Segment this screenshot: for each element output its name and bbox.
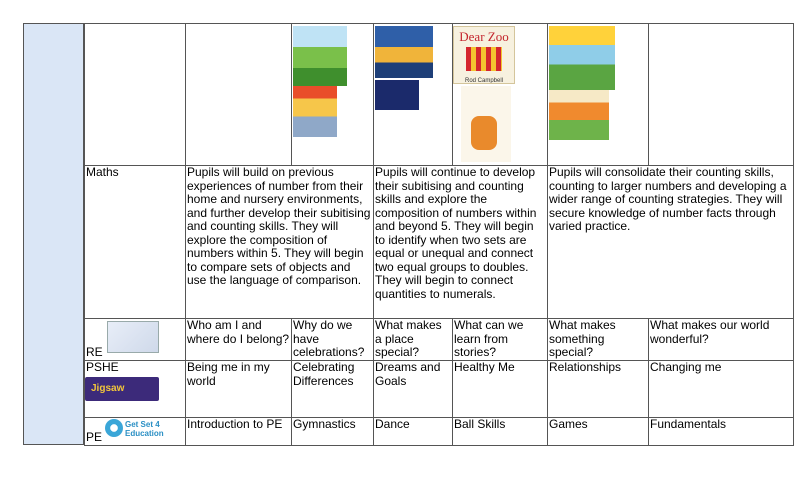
maths-term1-text: Pupils will build on previous experiences of number from their home and nursery environments, and further develop their subitising and counting skills. They will explore the composition of numbers within 5. They will begin to compare sets of objects and use the language of comparison. bbox=[186, 166, 374, 319]
pshe-label: PSHE bbox=[86, 360, 119, 374]
pshe-topic: Being me in my world bbox=[186, 361, 292, 418]
books-row bbox=[85, 24, 794, 166]
re-illustration-image bbox=[107, 321, 159, 353]
jigsaw-logo-text: Jigsaw bbox=[91, 383, 125, 394]
dear-zoo-crate-graphic bbox=[466, 47, 502, 71]
get-set-logo-icon bbox=[105, 419, 123, 437]
pe-topic: Introduction to PE bbox=[186, 418, 292, 446]
books-cell-term1 bbox=[292, 24, 374, 166]
pshe-topic: Changing me bbox=[649, 361, 794, 418]
books-label-cell bbox=[85, 24, 186, 166]
pshe-label-cell bbox=[85, 361, 186, 418]
re-topic: Who am I and where do I belong? bbox=[186, 319, 292, 361]
book-giant-jam-sandwich-image bbox=[549, 90, 609, 140]
maths-term2-text: Pupils will continue to develop their subitising and counting skills and explore the composition of numbers within and beyond 5. They will begin to identify when two sets are equal or unequal and connect two equal groups to doubles. They will begin to connect quantities to numerals. bbox=[374, 166, 548, 319]
pshe-row bbox=[85, 361, 794, 418]
pe-topic: Games bbox=[548, 418, 649, 446]
pe-label-cell bbox=[85, 418, 186, 446]
pe-topic: Gymnastics bbox=[292, 418, 374, 446]
pe-row bbox=[85, 418, 794, 446]
books-cell-term2a bbox=[374, 24, 453, 166]
books-cell-term2b bbox=[453, 24, 548, 166]
re-label: RE bbox=[86, 344, 103, 359]
book-dear-zoo-image bbox=[453, 26, 515, 84]
sidebar-column bbox=[23, 23, 84, 445]
dear-zoo-author: Rod Campbell bbox=[464, 78, 504, 84]
pe-label: PE bbox=[86, 429, 103, 444]
books-cell-empty bbox=[186, 24, 292, 166]
re-topic: What makes a place special? bbox=[374, 319, 453, 361]
re-label-cell bbox=[85, 319, 186, 361]
re-topic: What makes something special? bbox=[548, 319, 649, 361]
pe-topic: Fundamentals bbox=[649, 418, 794, 446]
dear-zoo-title: Dear Zoo bbox=[459, 29, 509, 44]
pshe-topic: Celebrating Differences bbox=[292, 361, 374, 418]
jigsaw-logo bbox=[85, 377, 159, 401]
pe-topic: Dance bbox=[374, 418, 453, 446]
re-topic: What makes our world wonderful? bbox=[649, 319, 794, 361]
re-topic: What can we learn from stories? bbox=[453, 319, 548, 361]
maths-term3-text: Pupils will consolidate their counting skills, counting to larger numbers and developing a wider range of counting strategies. They will secure knowledge of number facts through varied practice. bbox=[548, 166, 794, 319]
book-bear-hunt-image bbox=[549, 26, 615, 90]
curriculum-table bbox=[84, 23, 794, 446]
pshe-topic: Relationships bbox=[548, 361, 649, 418]
re-topic: Why do we have celebrations? bbox=[292, 319, 374, 361]
re-row bbox=[85, 319, 794, 361]
get-set-logo-text: Get Set 4 Education bbox=[125, 420, 164, 438]
books-cell-term3 bbox=[548, 24, 649, 166]
books-cell-empty-last bbox=[649, 24, 794, 166]
book-not-now-bernard-image bbox=[293, 86, 337, 137]
pshe-topic: Healthy Me bbox=[453, 361, 548, 418]
pshe-topic: Dreams and Goals bbox=[374, 361, 453, 418]
book-small-cover-image bbox=[375, 80, 419, 110]
maths-label: Maths bbox=[85, 166, 186, 319]
pe-topic: Ball Skills bbox=[453, 418, 548, 446]
book-tiger-tea-image bbox=[461, 86, 511, 162]
maths-row bbox=[85, 166, 794, 319]
book-snail-whale-image bbox=[375, 26, 433, 78]
book-billy-goats-image bbox=[293, 26, 347, 86]
tiger-graphic bbox=[471, 116, 497, 150]
